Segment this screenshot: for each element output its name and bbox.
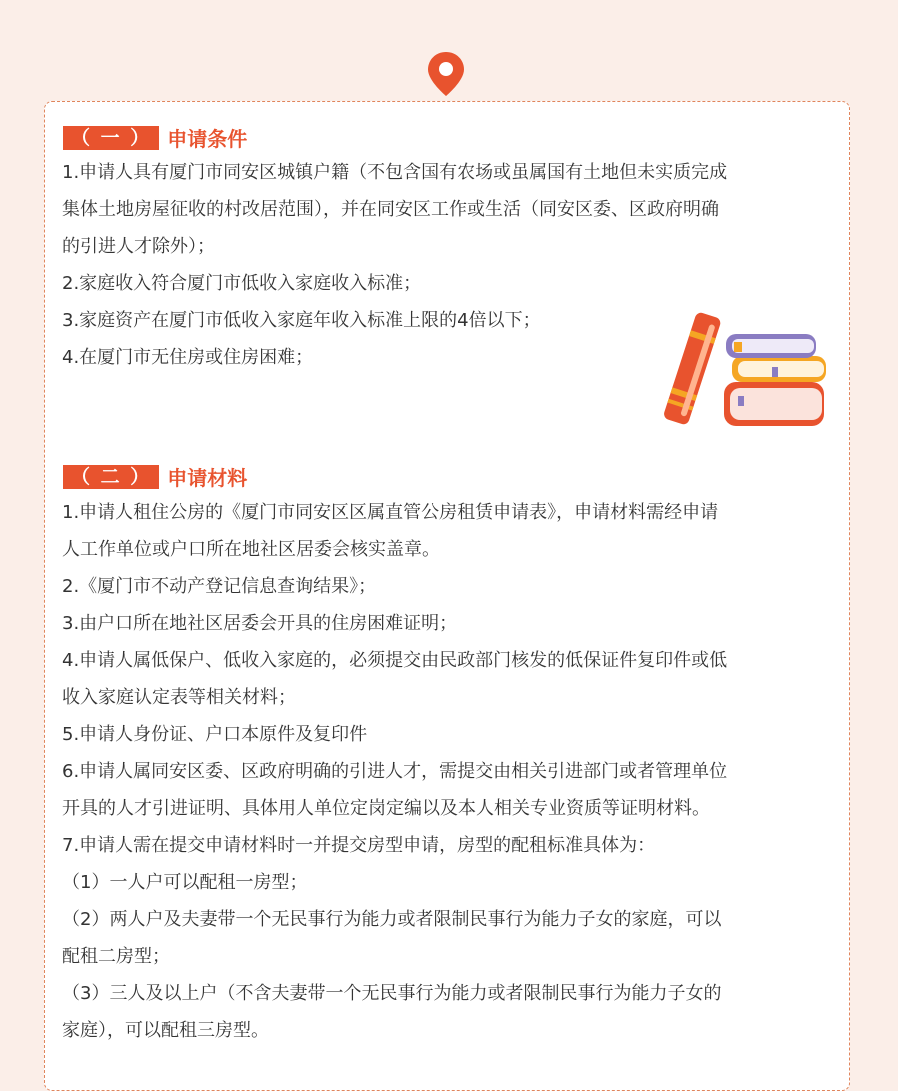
section-1-title: 申请条件 <box>167 127 248 151</box>
paragraph-line: 2.《厦门市不动产登记信息查询结果》； <box>62 576 377 597</box>
paragraph-line: 2.家庭收入符合厦门市低收入家庭收入标准； <box>62 273 422 294</box>
location-pin-icon <box>426 50 466 98</box>
paragraph-line: 7.申请人需在提交申请材料时一并提交房型申请，房型的配租标准具体为： <box>62 835 656 856</box>
section-2-body <box>62 494 832 1049</box>
paragraph-line: （2）两人户及夫妻带一个无民事行为能力或者限制民事行为能力子女的家庭，可以 <box>62 909 722 930</box>
paragraph-line: 人工作单位或户口所在地社区居委会核实盖章。 <box>62 539 440 560</box>
paragraph-line: （3）三人及以上户（不含夫妻带一个无民事行为能力或者限制民事行为能力子女的 <box>62 983 722 1004</box>
paragraph-line: 的引进人才除外）； <box>62 236 215 257</box>
paragraph-line: 收入家庭认定表等相关材料； <box>62 687 296 708</box>
paragraph-line: 4.申请人属低保户、低收入家庭的，必须提交由民政部门核发的低保证件复印件或低 <box>62 650 728 671</box>
paragraph-line: 集体土地房屋征收的村改居范围），并在同安区工作或生活（同安区委、区政府明确 <box>62 199 719 220</box>
paragraph-line: 3.家庭资产在厦门市低收入家庭年收入标准上限的4倍以下； <box>62 310 541 331</box>
paragraph-line: 家庭），可以配租三房型。 <box>62 1020 269 1041</box>
paragraph-line: 配租二房型； <box>62 946 170 967</box>
section-2-header <box>63 462 247 491</box>
section-2-title: 申请材料 <box>167 466 248 490</box>
paragraph-line: 1.申请人租住公房的《厦门市同安区区属直管公房租赁申请表》，申请材料需经申请 <box>62 502 719 523</box>
section-2-number-badge: （ 二 ） <box>63 465 159 489</box>
paragraph-line: 6.申请人属同安区委、区政府明确的引进人才，需提交由相关引进部门或者管理单位 <box>62 761 728 782</box>
paragraph-line: 3.由户口所在地社区居委会开具的住房困难证明； <box>62 613 458 634</box>
books-illustration-icon <box>660 312 830 432</box>
paragraph-line: （1）一人户可以配租一房型； <box>62 872 308 893</box>
section-1-number-badge: （ 一 ） <box>63 126 159 150</box>
paragraph-line: 1.申请人具有厦门市同安区城镇户籍（不包含国有农场或虽属国有土地但未实质完成 <box>62 162 728 183</box>
paragraph-line: 4.在厦门市无住房或住房困难； <box>62 347 314 368</box>
paragraph-line: 开具的人才引进证明、具体用人单位定岗定编以及本人相关专业资质等证明材料。 <box>62 798 710 819</box>
paragraph-line: 5.申请人身份证、户口本原件及复印件 <box>62 724 368 745</box>
section-1-header <box>63 123 247 152</box>
